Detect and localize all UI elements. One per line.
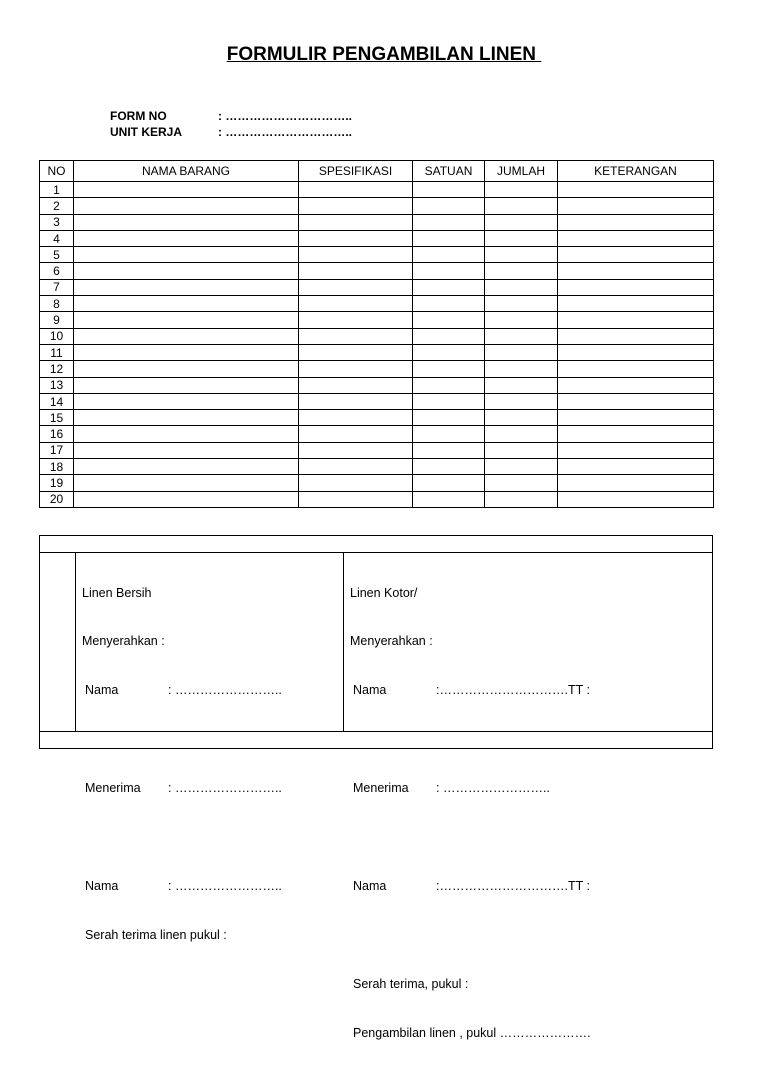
nama-barang-cell[interactable] <box>74 312 299 328</box>
row-number: 17 <box>40 442 74 458</box>
handover-left-divider <box>75 552 76 731</box>
nama-barang-cell[interactable] <box>74 296 299 312</box>
nama-barang-cell[interactable] <box>74 247 299 263</box>
spesifikasi-cell[interactable] <box>299 377 413 393</box>
linen-items-table <box>39 160 714 508</box>
header-keterangan: KETERANGAN <box>558 161 714 182</box>
row-number: 16 <box>40 426 74 442</box>
jumlah-cell[interactable] <box>485 475 558 491</box>
spesifikasi-cell[interactable] <box>299 198 413 214</box>
linen-kotor-menyerahkan: Menyerahkan : <box>350 634 433 649</box>
menerima-field[interactable]: : …………………….. <box>436 781 550 796</box>
jumlah-cell[interactable] <box>485 214 558 230</box>
linen-kotor-heading: Linen Kotor/ <box>350 585 418 600</box>
jumlah-cell[interactable] <box>485 328 558 344</box>
jumlah-cell[interactable] <box>485 410 558 426</box>
satuan-cell[interactable] <box>413 442 485 458</box>
satuan-cell[interactable] <box>413 247 485 263</box>
keterangan-cell[interactable] <box>558 214 714 230</box>
nama-barang-cell[interactable] <box>74 279 299 295</box>
row-number: 19 <box>40 475 74 491</box>
keterangan-cell[interactable] <box>558 442 714 458</box>
jumlah-cell[interactable] <box>485 393 558 409</box>
jumlah-cell[interactable] <box>485 344 558 360</box>
nama-tt-field[interactable]: :………………………….TT : <box>436 683 590 698</box>
linen-bersih-menyerahkan: Menyerahkan : <box>82 634 165 649</box>
table-row <box>40 247 714 263</box>
spesifikasi-cell[interactable] <box>299 279 413 295</box>
nama-barang-cell[interactable] <box>74 393 299 409</box>
jumlah-cell[interactable] <box>485 279 558 295</box>
linen-bersih-serah-terima: Serah terima linen pukul : <box>85 927 227 942</box>
satuan-cell[interactable] <box>413 182 485 198</box>
nama-barang-cell[interactable] <box>74 344 299 360</box>
nama-field[interactable]: : …………………….. <box>168 878 282 893</box>
keterangan-cell[interactable] <box>558 328 714 344</box>
spesifikasi-cell[interactable] <box>299 214 413 230</box>
row-number: 20 <box>40 491 74 507</box>
nama-barang-cell[interactable] <box>74 361 299 377</box>
jumlah-cell[interactable] <box>485 361 558 377</box>
satuan-cell[interactable] <box>413 491 485 507</box>
table-row <box>40 263 714 279</box>
keterangan-cell[interactable] <box>558 361 714 377</box>
keterangan-cell[interactable] <box>558 410 714 426</box>
row-number: 3 <box>40 214 74 230</box>
row-number: 11 <box>40 344 74 360</box>
satuan-cell[interactable] <box>413 344 485 360</box>
keterangan-cell[interactable] <box>558 312 714 328</box>
table-row <box>40 393 714 409</box>
nama-barang-cell[interactable] <box>74 263 299 279</box>
table-row <box>40 296 714 312</box>
unit-kerja-row <box>110 124 352 140</box>
header-nama-barang: NAMA BARANG <box>74 161 299 182</box>
spacer <box>82 731 282 747</box>
table-row <box>40 214 714 230</box>
satuan-cell[interactable] <box>413 312 485 328</box>
header-no: NO <box>40 161 74 182</box>
spacer <box>350 829 591 845</box>
jumlah-cell[interactable] <box>485 377 558 393</box>
jumlah-cell[interactable] <box>485 296 558 312</box>
keterangan-cell[interactable] <box>558 182 714 198</box>
linen-bersih-menerima-row <box>82 780 282 796</box>
form-title: FORMULIR PENGAMBILAN LINEN <box>226 44 542 65</box>
linen-kotor-pengambilan[interactable]: Pengambilan linen , pukul …………………. <box>353 1025 591 1040</box>
keterangan-cell[interactable] <box>558 393 714 409</box>
keterangan-cell[interactable] <box>558 475 714 491</box>
header-jumlah: JUMLAH <box>485 161 558 182</box>
nama-barang-cell[interactable] <box>74 214 299 230</box>
spesifikasi-cell[interactable] <box>299 393 413 409</box>
handover-box <box>39 535 713 1040</box>
table-row <box>40 344 714 360</box>
table-row <box>40 361 714 377</box>
row-number: 2 <box>40 198 74 214</box>
satuan-cell[interactable] <box>413 198 485 214</box>
satuan-cell[interactable] <box>413 410 485 426</box>
nama-barang-cell[interactable] <box>74 475 299 491</box>
satuan-cell[interactable] <box>413 214 485 230</box>
row-number: 10 <box>40 328 74 344</box>
row-number: 1 <box>40 182 74 198</box>
spesifikasi-cell[interactable] <box>299 247 413 263</box>
keterangan-cell[interactable] <box>558 247 714 263</box>
handover-middle-divider <box>343 552 344 731</box>
row-number: 12 <box>40 361 74 377</box>
table-row <box>40 182 714 198</box>
nama-label: Nama <box>85 878 119 893</box>
spacer <box>82 829 282 845</box>
form-no-value[interactable]: : ………………………….. <box>218 109 352 123</box>
spesifikasi-cell[interactable] <box>299 475 413 491</box>
nama-label: Nama <box>353 683 387 698</box>
nama-barang-cell[interactable] <box>74 459 299 475</box>
nama-barang-cell[interactable] <box>74 442 299 458</box>
satuan-cell[interactable] <box>413 230 485 246</box>
linen-kotor-serah-terima: Serah terima, pukul : <box>353 976 469 991</box>
keterangan-cell[interactable] <box>558 459 714 475</box>
keterangan-cell[interactable] <box>558 426 714 442</box>
spesifikasi-cell[interactable] <box>299 263 413 279</box>
unit-kerja-label: UNIT KERJA <box>110 125 183 139</box>
satuan-cell[interactable] <box>413 296 485 312</box>
satuan-cell[interactable] <box>413 475 485 491</box>
linen-bersih-section <box>82 552 282 976</box>
row-number: 18 <box>40 459 74 475</box>
table-row <box>40 230 714 246</box>
keterangan-cell[interactable] <box>558 491 714 507</box>
jumlah-cell[interactable] <box>485 312 558 328</box>
satuan-cell[interactable] <box>413 377 485 393</box>
nama-barang-cell[interactable] <box>74 491 299 507</box>
table-row <box>40 426 714 442</box>
keterangan-cell[interactable] <box>558 279 714 295</box>
jumlah-cell[interactable] <box>485 426 558 442</box>
spesifikasi-cell[interactable] <box>299 230 413 246</box>
nama-barang-cell[interactable] <box>74 410 299 426</box>
table-header-row <box>40 161 714 182</box>
spesifikasi-cell[interactable] <box>299 426 413 442</box>
spesifikasi-cell[interactable] <box>299 328 413 344</box>
spesifikasi-cell[interactable] <box>299 491 413 507</box>
table-row <box>40 328 714 344</box>
jumlah-cell[interactable] <box>485 263 558 279</box>
spesifikasi-cell[interactable] <box>299 296 413 312</box>
header-spesifikasi: SPESIFIKASI <box>299 161 413 182</box>
spesifikasi-cell[interactable] <box>299 361 413 377</box>
table-row <box>40 279 714 295</box>
form-no-label: FORM NO <box>110 109 167 123</box>
nama-label: Nama <box>85 683 119 698</box>
linen-kotor-nama-1-row <box>350 682 591 698</box>
nama-barang-cell[interactable] <box>74 328 299 344</box>
table-row <box>40 459 714 475</box>
linen-kotor-menerima-row <box>350 780 591 796</box>
linen-bersih-nama-2-row <box>82 878 282 894</box>
table-row <box>40 475 714 491</box>
table-row <box>40 198 714 214</box>
spacer <box>350 731 591 747</box>
row-number: 15 <box>40 410 74 426</box>
menerima-label: Menerima <box>353 781 409 796</box>
linen-kotor-nama-2-row <box>350 878 591 894</box>
table-row <box>40 410 714 426</box>
spesifikasi-cell[interactable] <box>299 442 413 458</box>
table-row <box>40 312 714 328</box>
satuan-cell[interactable] <box>413 328 485 344</box>
row-number: 4 <box>40 230 74 246</box>
keterangan-cell[interactable] <box>558 263 714 279</box>
table-row <box>40 377 714 393</box>
menerima-label: Menerima <box>85 781 141 796</box>
satuan-cell[interactable] <box>413 393 485 409</box>
nama-barang-cell[interactable] <box>74 230 299 246</box>
jumlah-cell[interactable] <box>485 247 558 263</box>
keterangan-cell[interactable] <box>558 344 714 360</box>
row-number: 9 <box>40 312 74 328</box>
row-number: 8 <box>40 296 74 312</box>
keterangan-cell[interactable] <box>558 377 714 393</box>
satuan-cell[interactable] <box>413 361 485 377</box>
unit-kerja-value[interactable]: : ………………………….. <box>218 125 352 139</box>
satuan-cell[interactable] <box>413 426 485 442</box>
jumlah-cell[interactable] <box>485 491 558 507</box>
header-satuan: SATUAN <box>413 161 485 182</box>
form-no-row <box>110 108 352 124</box>
jumlah-cell[interactable] <box>485 198 558 214</box>
table-row <box>40 491 714 507</box>
spacer <box>350 927 591 943</box>
spesifikasi-cell[interactable] <box>299 182 413 198</box>
row-number: 13 <box>40 377 74 393</box>
nama-tt-field[interactable]: :………………………….TT : <box>436 878 590 893</box>
spesifikasi-cell[interactable] <box>299 410 413 426</box>
menerima-field[interactable]: : …………………….. <box>168 781 282 796</box>
linen-kotor-section <box>350 552 591 1074</box>
nama-label: Nama <box>353 878 387 893</box>
row-number: 5 <box>40 247 74 263</box>
spesifikasi-cell[interactable] <box>299 459 413 475</box>
nama-field[interactable]: : …………………….. <box>168 683 282 698</box>
satuan-cell[interactable] <box>413 279 485 295</box>
row-number: 6 <box>40 263 74 279</box>
nama-barang-cell[interactable] <box>74 426 299 442</box>
table-row <box>40 442 714 458</box>
row-number: 14 <box>40 393 74 409</box>
nama-barang-cell[interactable] <box>74 182 299 198</box>
linen-bersih-heading: Linen Bersih <box>82 585 152 600</box>
jumlah-cell[interactable] <box>485 459 558 475</box>
jumlah-cell[interactable] <box>485 442 558 458</box>
satuan-cell[interactable] <box>413 263 485 279</box>
keterangan-cell[interactable] <box>558 296 714 312</box>
jumlah-cell[interactable] <box>485 230 558 246</box>
satuan-cell[interactable] <box>413 459 485 475</box>
nama-barang-cell[interactable] <box>74 198 299 214</box>
linen-bersih-nama-1-row <box>82 682 282 698</box>
keterangan-cell[interactable] <box>558 198 714 214</box>
nama-barang-cell[interactable] <box>74 377 299 393</box>
spesifikasi-cell[interactable] <box>299 344 413 360</box>
jumlah-cell[interactable] <box>485 182 558 198</box>
table-body <box>40 182 714 508</box>
keterangan-cell[interactable] <box>558 230 714 246</box>
form-meta <box>110 108 352 140</box>
spesifikasi-cell[interactable] <box>299 312 413 328</box>
row-number: 7 <box>40 279 74 295</box>
